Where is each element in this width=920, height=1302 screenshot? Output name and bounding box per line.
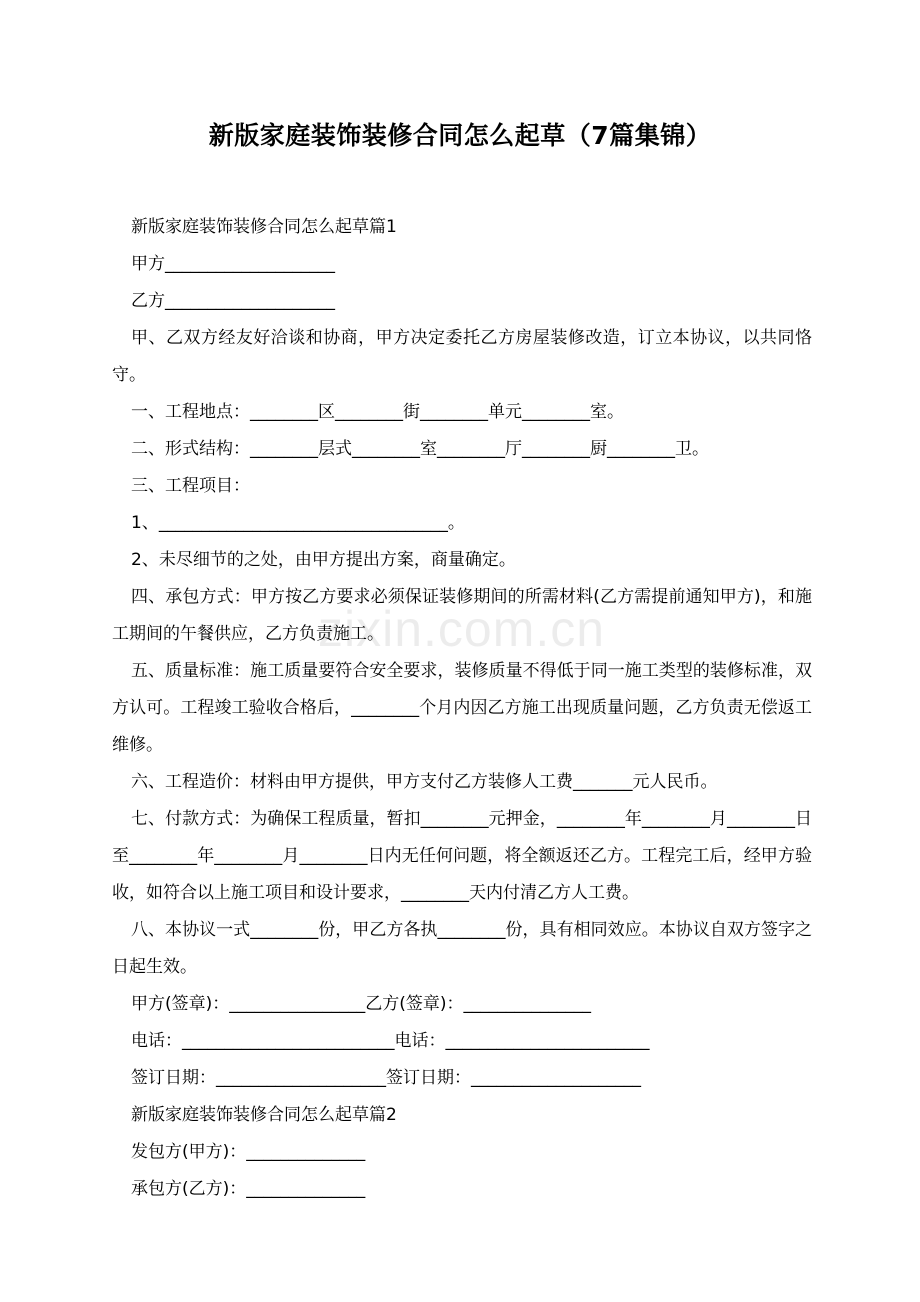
clause-cost: 六、工程造价：材料由甲方提供，甲方支付乙方装修人工费_______元人民币。 [131,772,718,792]
sign-date-line: 签订日期：____________________签订日期：____________________ [131,1068,641,1088]
party-b-line: 乙方____________________ [131,291,335,311]
employer-line: 发包方(甲方)：______________ [131,1142,366,1162]
preamble-paragraph: 甲、乙双方经友好洽谈和协商，甲方决定委托乙方房屋装修改造，订立本协议，以共同恪守。 [112,328,812,385]
section-heading-2: 新版家庭装饰装修合同怎么起草篇2 [131,1105,397,1125]
contractor-line: 承包方(乙方)：______________ [131,1179,366,1199]
clause-copies: 八、本协议一式________份，甲乙方各执________份，具有相同效应。本协议自双方签字之日起生效。 [112,920,812,977]
project-item-2: 2、未尽细节的之处，由甲方提出方案，商量确定。 [131,550,516,570]
document-title: 新版家庭装饰装修合同怎么起草（7篇集锦） [208,121,712,150]
clause-location: 一、工程地点：________区________街________单元________室。 [131,402,624,422]
project-item-1: 1、__________________________________。 [131,513,465,533]
signature-line: 甲方(签章)：________________乙方(签章)：_______________ [131,994,592,1014]
clause-structure: 二、形式结构：________层式________室________厅________厨________卫。 [131,439,709,459]
clause-payment: 七、付款方式：为确保工程质量，暂扣________元押金，________年________月________日至________年________月________日内无任何问题，将全额返还乙方。工程完工后，经甲方验收，如符合以上施工项目和设计要求，________天内付清乙方人工费。 [112,809,812,903]
document-body [112,209,812,1208]
phone-line: 电话：_________________________电话：________________________ [131,1031,650,1051]
watermark: zixin.com.cn [318,601,606,657]
section-heading-1: 新版家庭装饰装修合同怎么起草篇1 [131,217,397,237]
clause-project: 三、工程项目： [131,476,250,496]
party-a-line: 甲方____________________ [131,254,335,274]
clause-contract-method: 四、承包方式：甲方按乙方要求必须保证装修期间的所需材料(乙方需提前通知甲方)，和施工期间的午餐供应，乙方负责施工。 [112,587,812,644]
clause-quality: 五、质量标准：施工质量要符合安全要求，装修质量不得低于同一施工类型的装修标准，双方认可。工程竣工验收合格后，________个月内因乙方施工出现质量问题，乙方负责无偿返工维修。 [112,661,812,755]
